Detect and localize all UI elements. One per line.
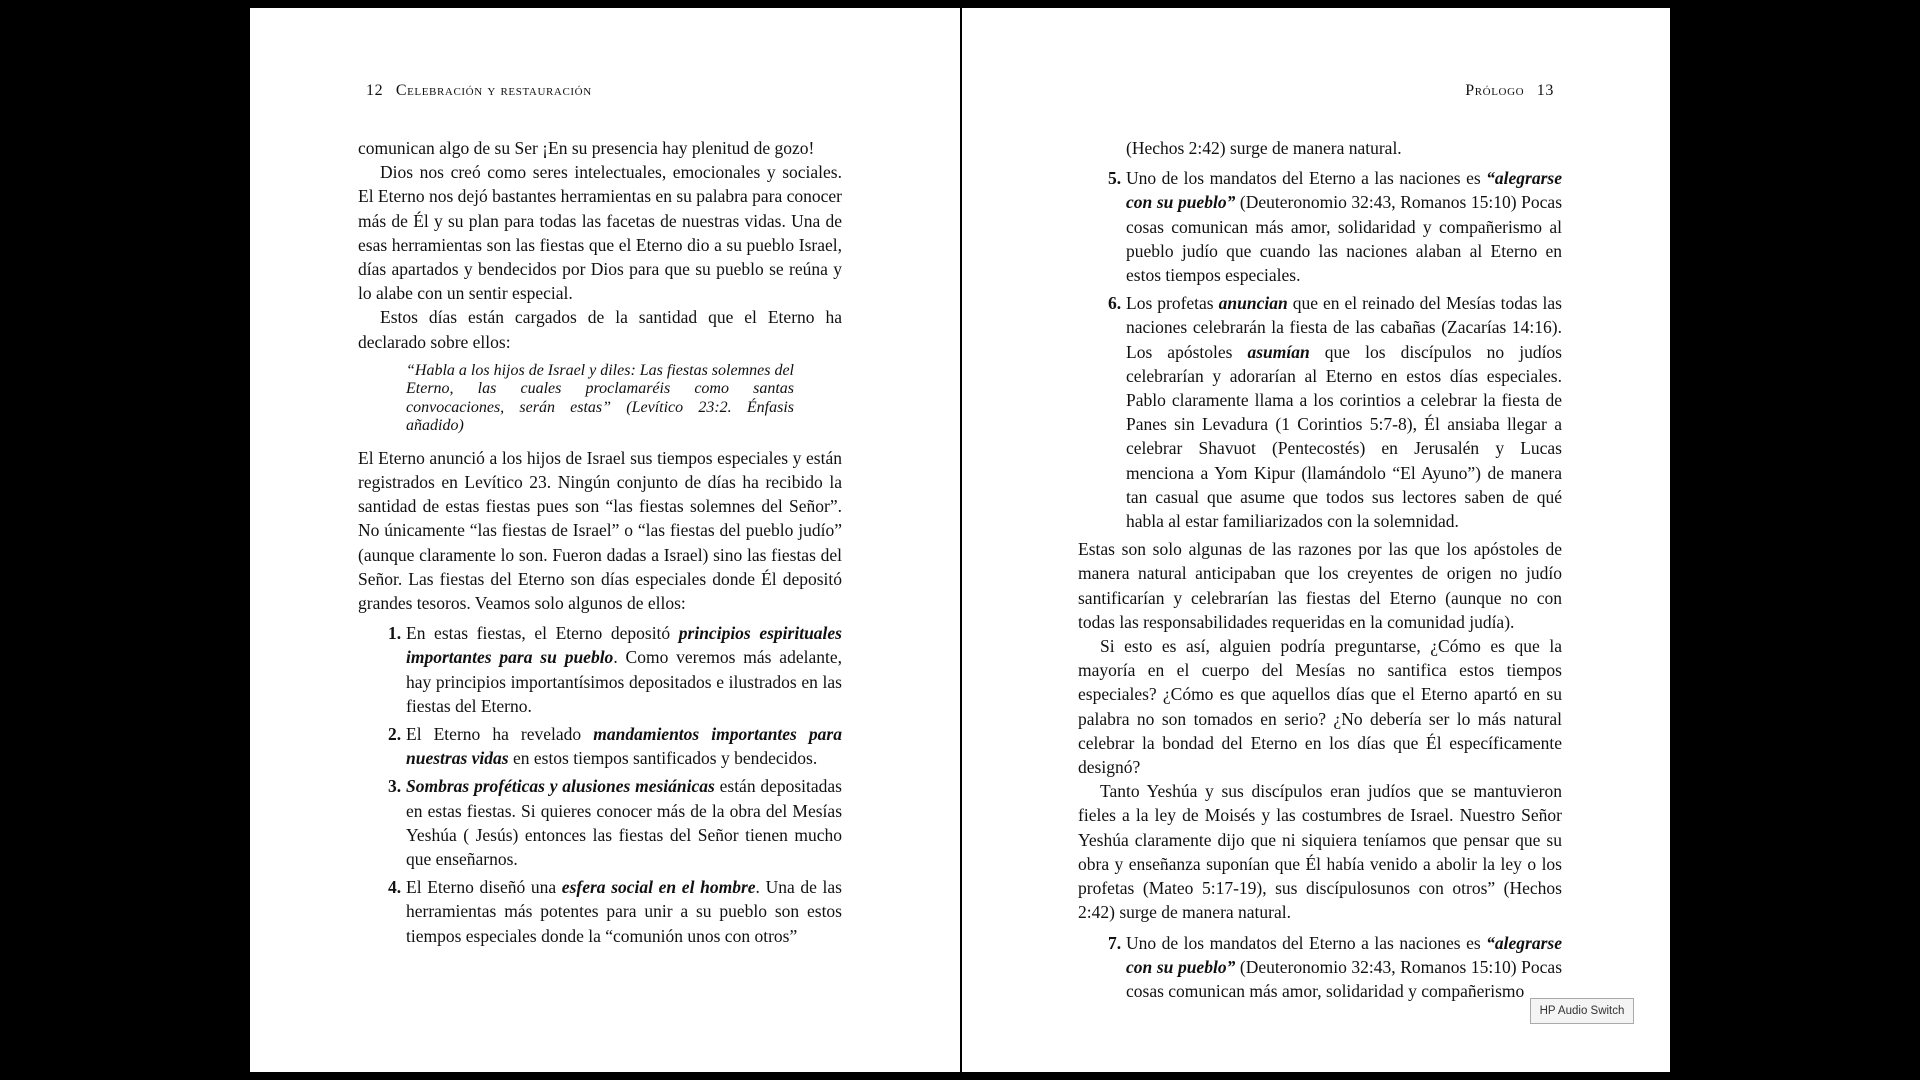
list-item [388, 875, 842, 948]
hp-audio-switch-tooltip[interactable]: HP Audio Switch [1530, 998, 1634, 1024]
list-text: que en el reinado del Mesías todas las naciones celebrarán la fiesta de las cabañas (Zacarías 14:16). Los apóstoles [1126, 293, 1562, 362]
list-item [388, 722, 842, 770]
list-item [1108, 166, 1563, 287]
list-text: . Como veremos más adelante, hay principios importantísimos depositados e ilustrados en las fiestas del Eterno. [406, 647, 842, 716]
page-number: 12 [366, 82, 384, 99]
paragraph: Estos días están cargados de la santidad que el Eterno ha declarado sobre ellos: [358, 307, 842, 352]
paragraph: comunican algo de su Ser ¡En su presencia hay plenitud de gozo! [358, 138, 815, 158]
list-item [1108, 931, 1563, 1004]
list-number: 7. [1108, 932, 1122, 953]
list-text: En estas fiestas, el Eterno depositó [406, 623, 679, 644]
emphasis: asumían [1247, 341, 1310, 362]
left-text-column [358, 136, 842, 952]
running-head-title: Prólogo [1465, 82, 1525, 99]
numbered-list [1078, 166, 1562, 533]
list-continuation: (Hechos 2:42) surge de manera natural. [1126, 138, 1402, 158]
list-text: Uno de los mandatos del Eterno a las naciones es [1126, 168, 1487, 189]
numbered-list [1078, 931, 1562, 1004]
list-item [1108, 291, 1562, 533]
emphasis: “alegrarse con su pueblo” [1126, 932, 1562, 977]
paragraph: Dios nos creó como seres intelectuales, emocionales y sociales. El Eterno nos dejó bastantes herramientas en su palabra para conocer más de Él y su plan para todas las facetas de nuestras vidas. Una de esas herramientas son las fiestas que el Eterno dio a su pueblo Israel, días apartados y bendecidos por Dios para que su pueblo se reúna y lo alabe con un sentir especial. [358, 162, 842, 304]
right-page [962, 8, 1670, 1072]
emphasis: principios espirituales importantes para su pueblo [406, 623, 842, 668]
paragraph: Estas son solo algunas de las razones por las que los apóstoles de manera natural anticipaban que los creyentes de origen no judío santificarían y celebrarían las fiestas del Eterno (aunque no con todas las responsabilidades requeridas en la comunidad judía). [1078, 539, 1562, 632]
left-page [250, 8, 960, 1072]
running-head-title: Celebración y restauración [395, 82, 592, 99]
running-header-left [358, 82, 592, 100]
right-text-column [1078, 136, 1562, 1007]
list-text: en estos tiempos santificados y bendecidos. [508, 748, 818, 769]
list-number: 1. [388, 623, 402, 644]
paragraph: Si esto es así, alguien podría preguntarse, ¿Cómo es que la mayoría en el cuerpo del Mesías no santifica estos tiempos especiales? ¿Cómo es que aquellos días que el Eterno apartó en su palabra no son tomados en serio? ¿No debería ser lo más natural celebrar la bondad del Eterno en los días que Él específicamente designó? [1078, 636, 1562, 778]
list-text: . Una de las herramientas más potentes para unir a su pueblo son estos tiempos especiales donde la “comunión unos con otros” [406, 877, 842, 946]
numbered-list [358, 621, 842, 948]
list-text: (Deuteronomio 32:43, Romanos 15:10) Pocas cosas comunican más amor, solidaridad y compañerismo al pueblo judío que cuando las naciones alaban al Eterno en estos tiempos especiales. [1126, 192, 1563, 286]
list-item [388, 774, 842, 871]
list-text: (Deuteronomio 32:43, Romanos 15:10) Pocas cosas comunican más amor, solidaridad y compañerismo [1126, 956, 1563, 1001]
list-number: 3. [388, 776, 402, 797]
paragraph: Tanto Yeshúa y sus discípulos eran judíos que se mantuvieron fieles a la ley de Moisés y las costumbres de Israel. Nuestro Señor Yeshúa claramente dijo que ni siquiera teníamos que pensar que su obra y enseñanza suponían que Él había venido a abolir la ley o los profetas (Mateo 5:17-19), sus discípulosunos con otros” (Hechos 2:42) surge de manera natural. [1078, 781, 1562, 923]
emphasis: anuncian [1218, 293, 1288, 314]
list-text: El Eterno diseñó una [406, 877, 562, 898]
list-text: Los profetas [1126, 293, 1219, 314]
list-text: El Eterno ha revelado [406, 724, 594, 745]
emphasis: mandamientos importantes para nuestras vidas [406, 724, 842, 769]
emphasis: Sombras proféticas y alusiones mesiánicas [406, 776, 715, 797]
emphasis: esfera social en el hombre [561, 877, 756, 898]
list-number: 5. [1108, 168, 1122, 189]
page-number: 13 [1536, 82, 1554, 99]
emphasis: “alegrarse con su pueblo” [1126, 168, 1562, 213]
paragraph: El Eterno anunció a los hijos de Israel sus tiempos especiales y están registrados en Levítico 23. Ningún conjunto de días ha recibido la santidad de estas fiestas pues son “las fiestas solemnes del Señor”. No únicamente “las fiestas de Israel” o “las fiestas del pueblo judío” (aunque claramente lo son. Fueron dadas a Israel) sino las fiestas del Señor. Las fiestas del Eterno son días especiales donde Él depositó grandes tesoros. Veamos solo algunos de ellos: [358, 447, 842, 614]
block-quote: “Habla a los hijos de Israel y diles: Las fiestas solemnes del Eterno, las cuales proclamaréis como santas convocaciones, serán estas” (Levítico 23:2. Énfasis añadido) [406, 361, 794, 435]
list-number: 2. [388, 724, 402, 745]
list-text: están depositadas en estas fiestas. Si quieres conocer más de la obra del Mesías Yeshúa ( Jesús) entonces las fiestas del Señor tienen mucho que enseñarnos. [406, 776, 842, 870]
list-item [388, 621, 842, 718]
list-text: Uno de los mandatos del Eterno a las naciones es [1126, 932, 1487, 953]
list-number: 4. [388, 877, 402, 898]
list-text: que los discípulos no judíos celebrarían y adorarían al Eterno en estos días especiales. Pablo claramente llama a los corintios a celebrar la fiesta de Panes sin Levadura (1 Corintios 5:7-8), Él ansiaba llegar a celebrar Shavuot (Pentecostés) en Jerusalén y Lucas menciona a Yom Kipur (llamándolo “El Ayuno”) de manera tan casual que asume que todos sus lectores saben de qué habla al estar familiarizados con la solemnidad. [1126, 341, 1562, 532]
list-number: 6. [1108, 293, 1122, 314]
running-header-right [1465, 82, 1562, 100]
